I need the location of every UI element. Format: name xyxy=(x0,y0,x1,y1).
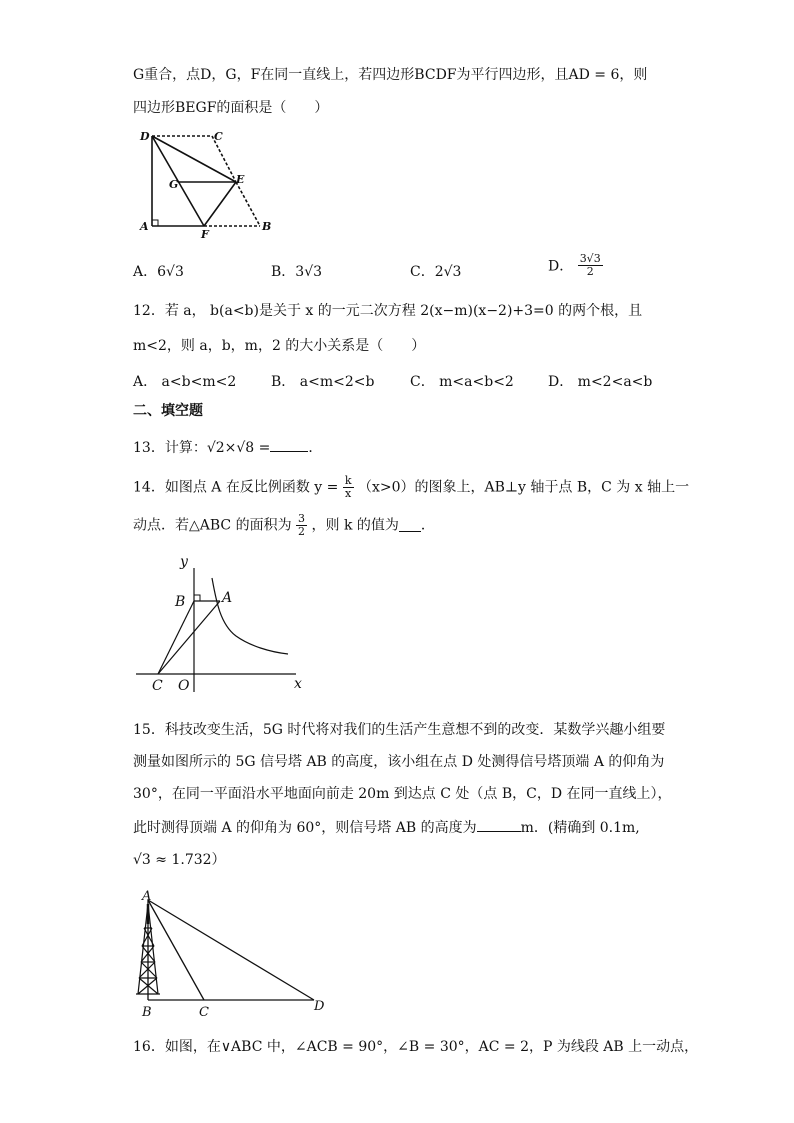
q11-edge-EF xyxy=(204,182,236,226)
q11-option-d-den: 2 xyxy=(586,265,594,279)
q15-label-B: B xyxy=(142,1005,152,1020)
q11-right-angle xyxy=(152,220,158,226)
q11-option-d-prefix: D． xyxy=(548,258,574,275)
q12-line1: 12．若 a， b(a<b)是关于 x 的一元二次方程 2(x−m)(x−2)+3=0 的两个根，且 xyxy=(133,303,643,319)
q14-line2-a: 动点．若△ABC 的面积为 xyxy=(133,517,292,534)
q14-label-A: A xyxy=(222,590,233,606)
q15-figure xyxy=(132,888,332,1020)
q14-figure xyxy=(132,552,312,694)
q15-line3: 30°，在同一平面沿水平地面向前走 20m 到达点 C 处（点 B，C，D 在同一直线上）， xyxy=(133,786,672,802)
q14-line1 xyxy=(133,475,689,505)
q14-label-C: C xyxy=(152,678,163,694)
q11-label-B: B xyxy=(262,220,272,233)
q11-figure xyxy=(136,128,276,240)
q13-answer-blank[interactable] xyxy=(270,439,308,452)
q15-label-C: C xyxy=(199,1005,209,1020)
section-title: 二、填空题 xyxy=(133,403,203,419)
q11-line1: G重合，点D，G，F在同一直线上，若四边形BCDF为平行四边形，且AD = 6，则 xyxy=(133,67,648,83)
q14-line1-a: 14．如图点 A 在反比例函数 y = xyxy=(133,479,339,496)
q11-option-a: A．6√3 xyxy=(133,264,184,280)
q14-area-num: 3 xyxy=(298,512,306,525)
q11-option-d xyxy=(548,253,603,278)
q11-line2: 四边形BEGF的面积是（ ） xyxy=(133,100,329,116)
q11-label-G: G xyxy=(169,178,179,191)
q14-label-y: y xyxy=(180,554,188,570)
q14-answer-blank[interactable] xyxy=(399,519,421,532)
q13-end: ． xyxy=(308,440,323,456)
q12-option-c: C． m<a<b<2 xyxy=(410,374,514,390)
q14-frac-num: k xyxy=(344,474,352,487)
q15-label-A: A xyxy=(142,889,152,904)
q12-option-d: D． m<2<a<b xyxy=(548,374,653,390)
q13-text: 13．计算：√2×√8 = xyxy=(133,440,271,456)
q11-label-D: D xyxy=(140,130,150,143)
q14-line2-end: ． xyxy=(420,517,435,534)
q16-line1: 16．如图，在∨ABC 中，∠ACB = 90°，∠B = 30°，AC = 2，P 为线段 AB 上一动点， xyxy=(133,1039,699,1055)
q11-label-E: E xyxy=(236,173,245,186)
q11-option-d-num: 3√3 xyxy=(579,252,601,265)
q11-option-b: B．3√3 xyxy=(271,264,323,280)
q15-answer-blank[interactable] xyxy=(477,819,521,832)
q15-label-D: D xyxy=(314,999,325,1014)
q15-line1: 15．科技改变生活，5G 时代将对我们的生活产生意想不到的改变．某数学兴趣小组要 xyxy=(133,722,666,738)
q12-option-a: A． a<b<m<2 xyxy=(133,374,237,390)
q14-line2 xyxy=(133,513,435,543)
q14-label-B: B xyxy=(175,594,186,610)
q14-line1-b: （x>0）的图象上，AB⊥y 轴于点 B，C 为 x 轴上一 xyxy=(357,479,690,496)
q14-frac-den: x xyxy=(345,487,352,501)
q14-area-den: 2 xyxy=(298,525,306,539)
q15-line4-a: 此时测得顶端 A 的仰角为 60°，则信号塔 AB 的高度为 xyxy=(133,820,477,836)
q14-line2-b: ，则 k 的值为 xyxy=(311,517,399,534)
q15-line4 xyxy=(133,819,640,835)
q12-line2: m<2，则 a，b，m，2 的大小关系是（ ） xyxy=(133,338,426,354)
q15-line-AD xyxy=(148,900,314,1000)
q15-line2: 测量如图所示的 5G 信号塔 AB 的高度，该小组在点 D 处测得信号塔顶端 A 的仰角为 xyxy=(133,754,665,770)
q14-right-angle xyxy=(194,595,200,601)
q13 xyxy=(133,439,322,455)
q15-line4-b: m．(精确到 0.1m, xyxy=(520,820,640,836)
q12-option-b: B． a<m<2<b xyxy=(271,374,375,390)
q11-label-F: F xyxy=(201,228,209,240)
q11-label-A: A xyxy=(140,220,149,233)
q11-option-c: C．2√3 xyxy=(410,264,462,280)
q15-line5: √3 ≈ 1.732） xyxy=(133,852,226,868)
q11-edge-EB xyxy=(236,182,260,226)
q14-label-x: x xyxy=(294,676,302,692)
q14-label-O: O xyxy=(178,678,190,694)
q11-label-C: C xyxy=(214,130,223,143)
